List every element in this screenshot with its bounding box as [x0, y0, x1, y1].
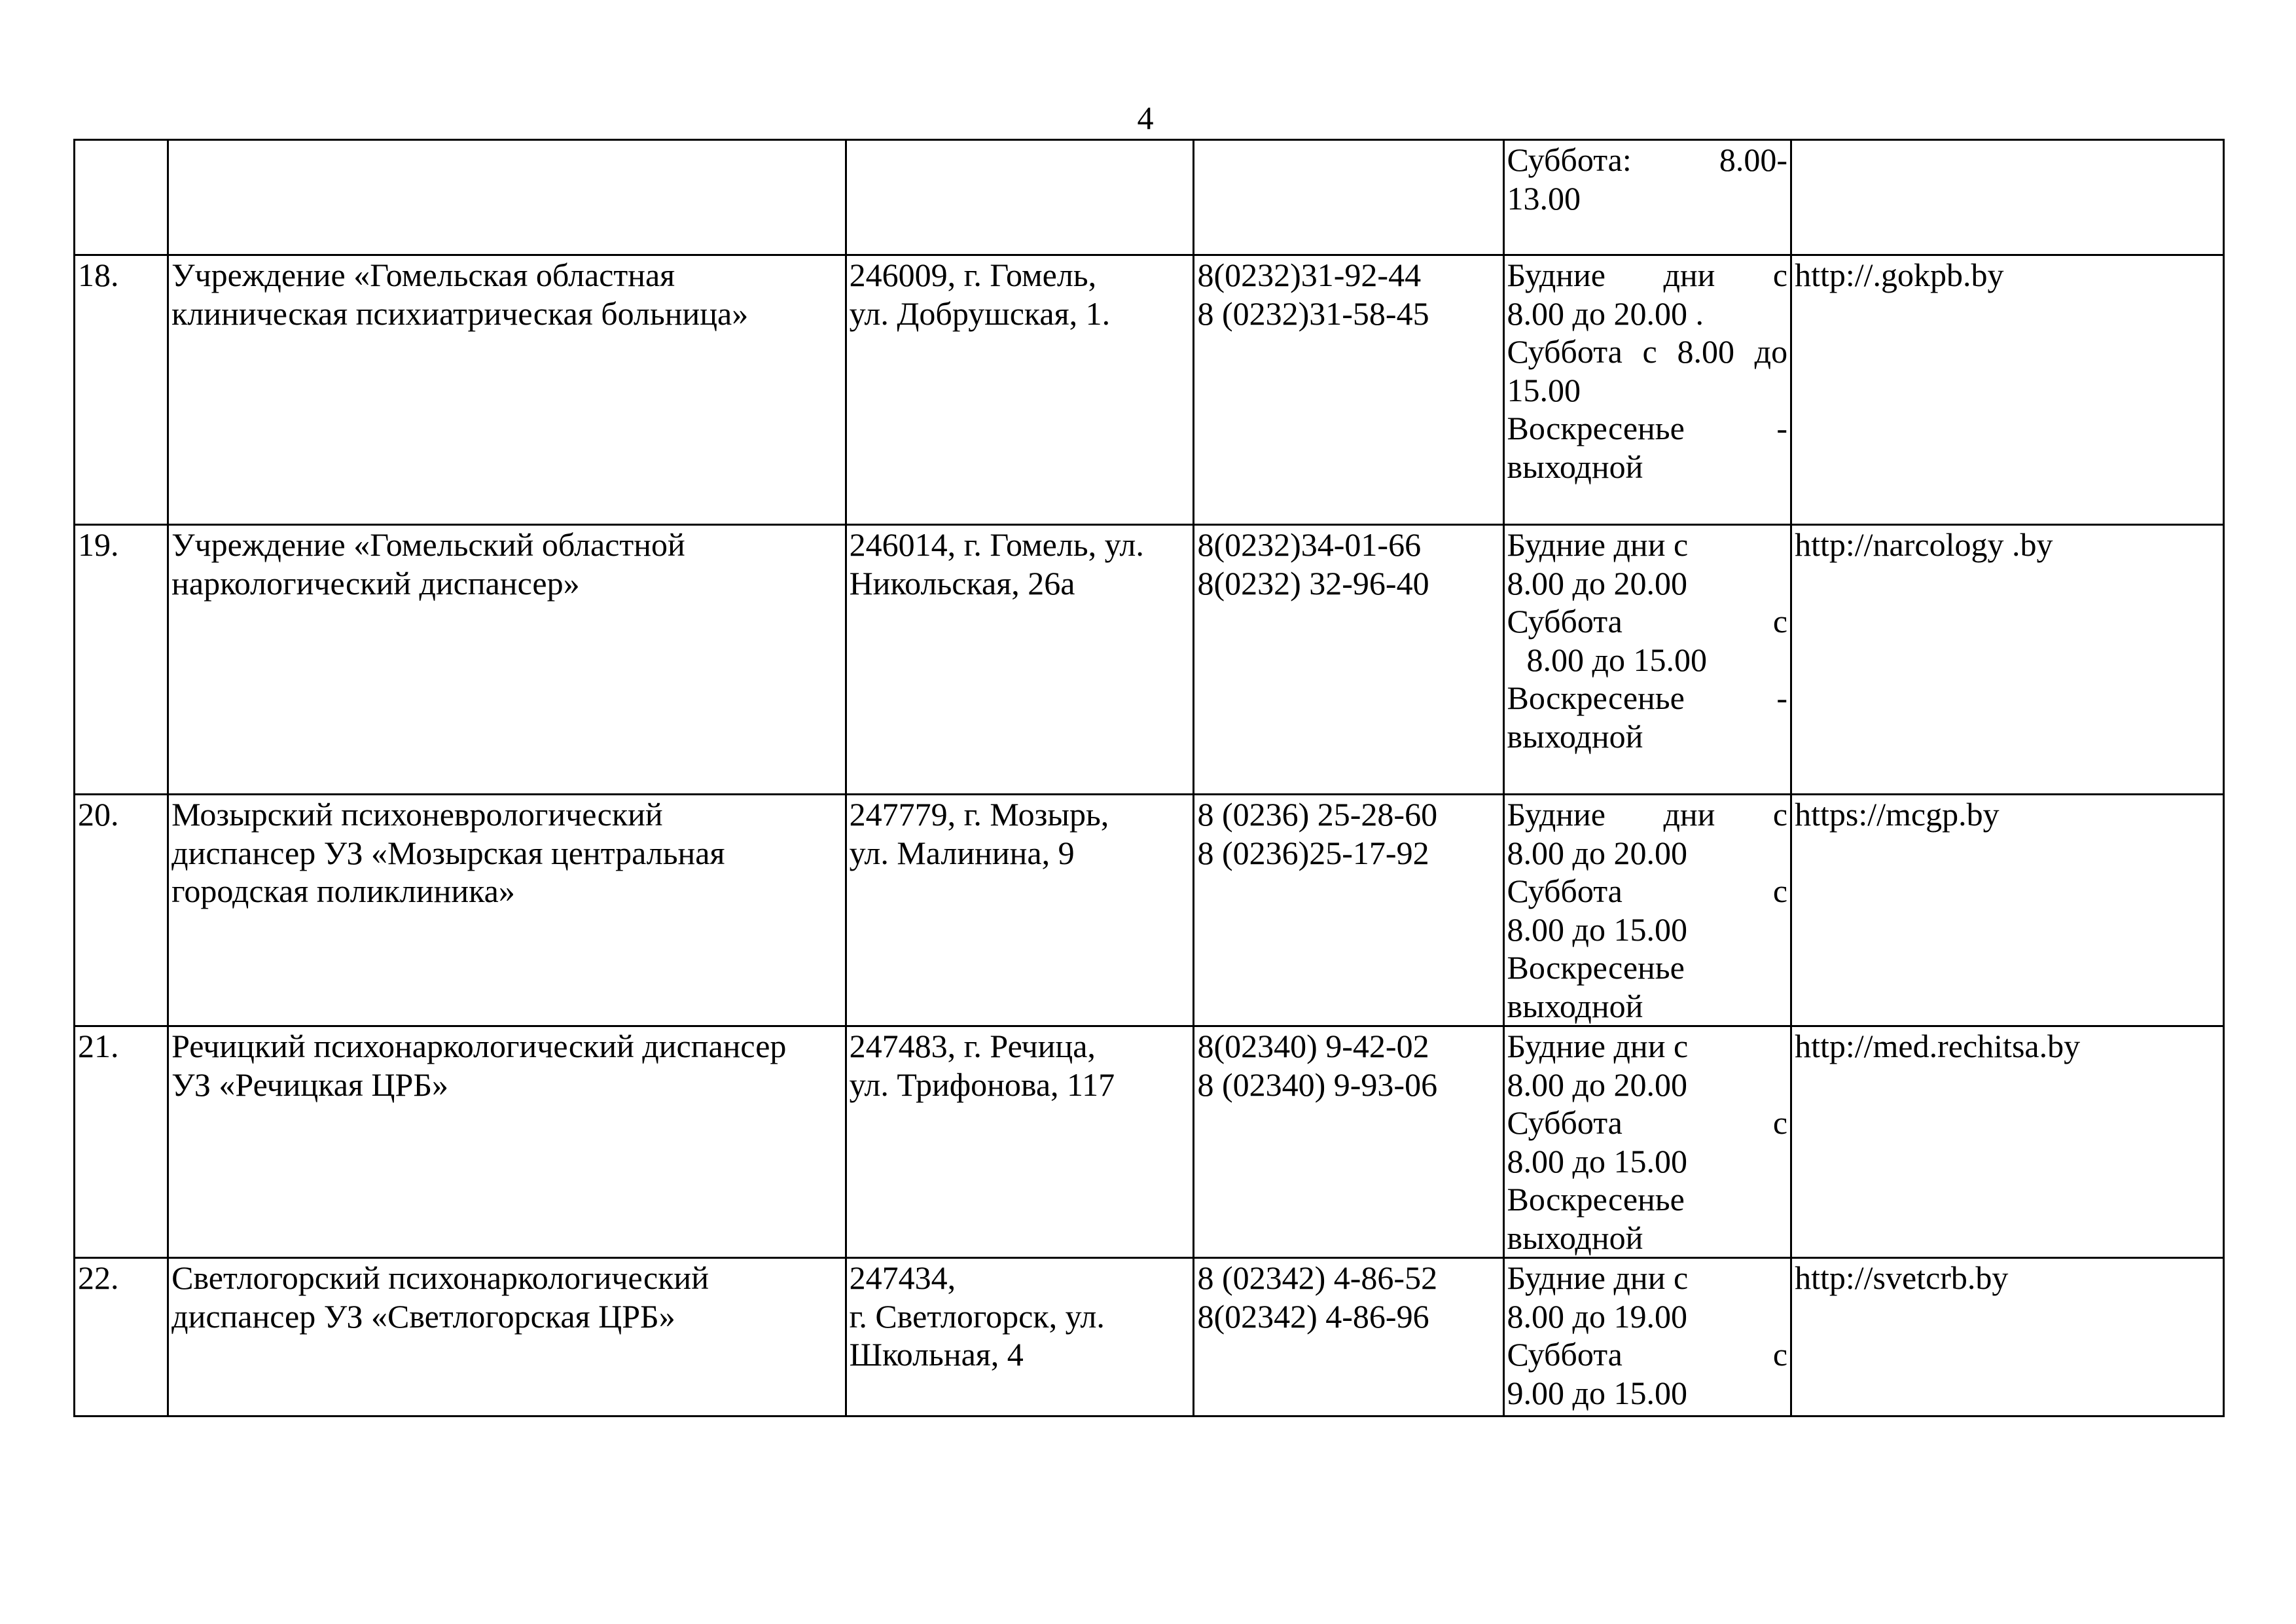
working-hours-line — [1507, 641, 1788, 679]
working-hours-text: Суббота — [1507, 1104, 1623, 1141]
working-hours-text: с — [1772, 1104, 1788, 1141]
working-hours-text: Суббота — [1507, 333, 1623, 370]
address-line: 246014, г. Гомель, ул. — [849, 526, 1144, 563]
working-hours-cell — [1503, 255, 1791, 525]
row-number-cell — [75, 255, 168, 525]
institution-name-line: диспансер УЗ «Светлогорская ЦРБ» — [171, 1297, 675, 1335]
row-number: 22. — [78, 1259, 119, 1296]
row-number-cell — [75, 1258, 168, 1416]
working-hours-text: дни — [1663, 257, 1715, 293]
address-line: Школьная, 4 — [849, 1336, 1024, 1373]
address-cell — [846, 140, 1194, 255]
website-link[interactable]: http://.gokpb.by — [1795, 257, 2004, 293]
phone-number: 8 (0236) 25-28-60 — [1197, 796, 1438, 833]
working-hours-line — [1507, 911, 1788, 949]
phone-number: 8(02340) 9-42-02 — [1197, 1028, 1429, 1064]
phone-cell — [1194, 525, 1503, 795]
working-hours-text: с — [1772, 257, 1788, 293]
working-hours-line — [1507, 717, 1788, 756]
row-number: 20. — [78, 796, 119, 833]
phone-number: 8 (02342) 4-86-52 — [1197, 1259, 1438, 1296]
working-hours-line — [1507, 1259, 1788, 1297]
institution-name-line: Учреждение «Гомельская областная — [171, 257, 675, 293]
website-cell — [1791, 795, 2224, 1026]
working-hours-text: 8.00 до 20.00 — [1507, 834, 1687, 871]
working-hours-line — [1507, 564, 1788, 603]
website-link[interactable]: https://mcgp.by — [1795, 796, 2000, 833]
working-hours-text: 8.00- — [1719, 141, 1788, 178]
institution-name-line: Учреждение «Гомельский областной — [171, 526, 685, 563]
working-hours-text: дни — [1663, 796, 1715, 833]
working-hours-text: Воскресенье — [1507, 949, 1685, 986]
working-hours-text: Будние дни с — [1507, 1028, 1689, 1064]
address-line: г. Светлогорск, ул. — [849, 1297, 1105, 1335]
institution-name-line: Светлогорский психонаркологический — [171, 1259, 709, 1296]
institution-name-cell — [168, 140, 846, 255]
phone-number: 8(0232)34-01-66 — [1197, 526, 1422, 563]
working-hours-text: выходной — [1507, 717, 1643, 755]
website-cell — [1791, 1026, 2224, 1258]
phone-cell — [1194, 795, 1503, 1026]
working-hours-cell — [1503, 795, 1791, 1026]
table-row — [75, 1258, 2224, 1416]
phone-number: 8 (0232)31-58-45 — [1197, 295, 1429, 332]
website-link[interactable]: http://svetcrb.by — [1795, 1259, 2009, 1296]
working-hours-text: Будние — [1507, 257, 1605, 293]
working-hours-text: - — [1776, 679, 1788, 716]
working-hours-text: Будние дни с — [1507, 526, 1689, 563]
working-hours-text: с — [1772, 796, 1788, 833]
working-hours-line — [1507, 948, 1788, 987]
row-number-cell — [75, 795, 168, 1026]
phone-cell — [1194, 1026, 1503, 1258]
working-hours-line — [1507, 1027, 1788, 1066]
table-row — [75, 255, 2224, 525]
working-hours-text: Суббота: — [1507, 141, 1632, 178]
working-hours-line — [1507, 409, 1788, 448]
row-number: 21. — [78, 1028, 119, 1064]
institution-name-line: Мозырский психоневрологический — [171, 796, 663, 833]
table-body — [75, 140, 2224, 1416]
institution-name-cell — [168, 255, 846, 525]
working-hours-line — [1507, 526, 1788, 564]
phone-number: 8 (02340) 9-93-06 — [1197, 1066, 1438, 1103]
working-hours-line — [1507, 1066, 1788, 1104]
working-hours-cell — [1503, 1026, 1791, 1258]
institution-name-cell — [168, 1026, 846, 1258]
working-hours-line — [1507, 448, 1788, 486]
working-hours-text: с — [1772, 873, 1788, 909]
address-line: 247483, г. Речица, — [849, 1028, 1096, 1064]
working-hours-text: с — [1642, 333, 1657, 370]
page-number: 4 — [1137, 99, 1154, 136]
working-hours-line — [1507, 179, 1788, 218]
website-cell — [1791, 140, 2224, 255]
working-hours-text: Будние дни с — [1507, 1259, 1689, 1296]
website-link[interactable]: http://narcology .by — [1795, 526, 2053, 563]
institution-name-line: городская поликлиника» — [171, 873, 515, 909]
working-hours-text: 8.00 — [1677, 333, 1734, 370]
institution-name-line: Речицкий психонаркологический диспансер — [171, 1028, 787, 1064]
working-hours-text: Воскресенье — [1507, 1181, 1685, 1218]
working-hours-text: Суббота — [1507, 873, 1623, 909]
working-hours-line — [1507, 1335, 1788, 1374]
working-hours-line — [1507, 795, 1788, 834]
working-hours-text: Будние — [1507, 796, 1605, 833]
working-hours-text: выходной — [1507, 987, 1643, 1024]
row-number-cell — [75, 140, 168, 255]
working-hours-text: 8.00 до 20.00 — [1507, 564, 1687, 602]
working-hours-line — [1507, 141, 1788, 179]
working-hours-line — [1507, 679, 1788, 717]
working-hours-text: с — [1772, 603, 1788, 640]
institution-name-line: наркологический диспансер» — [171, 564, 580, 602]
working-hours-cell — [1503, 140, 1791, 255]
working-hours-line — [1507, 1142, 1788, 1181]
working-hours-line — [1507, 872, 1788, 911]
phone-cell — [1194, 255, 1503, 525]
working-hours-text: выходной — [1507, 1219, 1643, 1256]
working-hours-line — [1507, 295, 1788, 333]
working-hours-line — [1507, 1104, 1788, 1142]
website-link[interactable]: http://med.rechitsa.by — [1795, 1028, 2081, 1064]
working-hours-line — [1507, 834, 1788, 873]
address-line: ул. Трифонова, 117 — [849, 1066, 1115, 1103]
address-line: 246009, г. Гомель, — [849, 257, 1097, 293]
working-hours-text: до — [1754, 333, 1788, 370]
institution-name-cell — [168, 795, 846, 1026]
phone-cell — [1194, 1258, 1503, 1416]
working-hours-text: - — [1776, 410, 1788, 446]
row-number: 18. — [78, 257, 119, 293]
phone-number: 8 (0236)25-17-92 — [1197, 834, 1429, 871]
address-line: ул. Малинина, 9 — [849, 834, 1075, 871]
website-cell — [1791, 1258, 2224, 1416]
working-hours-text: выходной — [1507, 448, 1643, 485]
working-hours-text: Суббота — [1507, 1336, 1623, 1373]
working-hours-text: Воскресенье — [1507, 679, 1685, 716]
institution-name-line: клиническая психиатрическая больница» — [171, 295, 749, 332]
working-hours-text: 9.00 до 15.00 — [1507, 1374, 1687, 1411]
working-hours-cell — [1503, 525, 1791, 795]
institution-name-cell — [168, 1258, 846, 1416]
working-hours-cell — [1503, 1258, 1791, 1416]
institution-name-line: диспансер УЗ «Мозырская центральная — [171, 834, 725, 871]
working-hours-text: 8.00 до 15.00 — [1507, 1142, 1687, 1180]
table-row — [75, 525, 2224, 795]
working-hours-text: 15.00 — [1507, 371, 1581, 408]
institution-name-line: УЗ «Речицкая ЦРБ» — [171, 1066, 449, 1103]
working-hours-text: с — [1772, 1336, 1788, 1373]
working-hours-line — [1507, 371, 1788, 410]
phone-number: 8(0232) 32-96-40 — [1197, 564, 1429, 602]
table-row — [75, 795, 2224, 1026]
phone-cell — [1194, 140, 1503, 255]
working-hours-line — [1507, 1374, 1788, 1413]
address-line: 247434, — [849, 1259, 956, 1296]
working-hours-line — [1507, 987, 1788, 1026]
working-hours-line — [1507, 256, 1788, 295]
address-line: ул. Добрушская, 1. — [849, 295, 1111, 332]
working-hours-text: Суббота — [1507, 603, 1623, 640]
institution-name-cell — [168, 525, 846, 795]
address-cell — [846, 1026, 1194, 1258]
working-hours-text: 8.00 до 19.00 — [1507, 1297, 1687, 1335]
row-number: 19. — [78, 526, 119, 563]
working-hours-text: 8.00 до 20.00 — [1507, 1066, 1687, 1103]
phone-number: 8(0232)31-92-44 — [1197, 257, 1422, 293]
address-cell — [846, 795, 1194, 1026]
working-hours-text: 8.00 до 20.00 . — [1507, 295, 1704, 332]
row-number-cell — [75, 1026, 168, 1258]
working-hours-text: Воскресенье — [1507, 410, 1685, 446]
institutions-table — [73, 139, 2225, 1417]
table-row — [75, 140, 2224, 255]
working-hours-text: 8.00 до 15.00 — [1526, 641, 1707, 678]
address-cell — [846, 525, 1194, 795]
address-cell — [846, 255, 1194, 525]
row-number-cell — [75, 525, 168, 795]
working-hours-line — [1507, 1180, 1788, 1219]
working-hours-line — [1507, 1219, 1788, 1257]
working-hours-line — [1507, 333, 1788, 371]
phone-number: 8(02342) 4-86-96 — [1197, 1297, 1429, 1335]
working-hours-line — [1507, 1297, 1788, 1336]
working-hours-line — [1507, 602, 1788, 641]
table-row — [75, 1026, 2224, 1258]
address-line: Никольская, 26а — [849, 564, 1075, 602]
website-cell — [1791, 255, 2224, 525]
working-hours-text: 13.00 — [1507, 179, 1581, 217]
address-line: 247779, г. Мозырь, — [849, 796, 1109, 833]
website-cell — [1791, 525, 2224, 795]
address-cell — [846, 1258, 1194, 1416]
working-hours-text: 8.00 до 15.00 — [1507, 911, 1687, 948]
